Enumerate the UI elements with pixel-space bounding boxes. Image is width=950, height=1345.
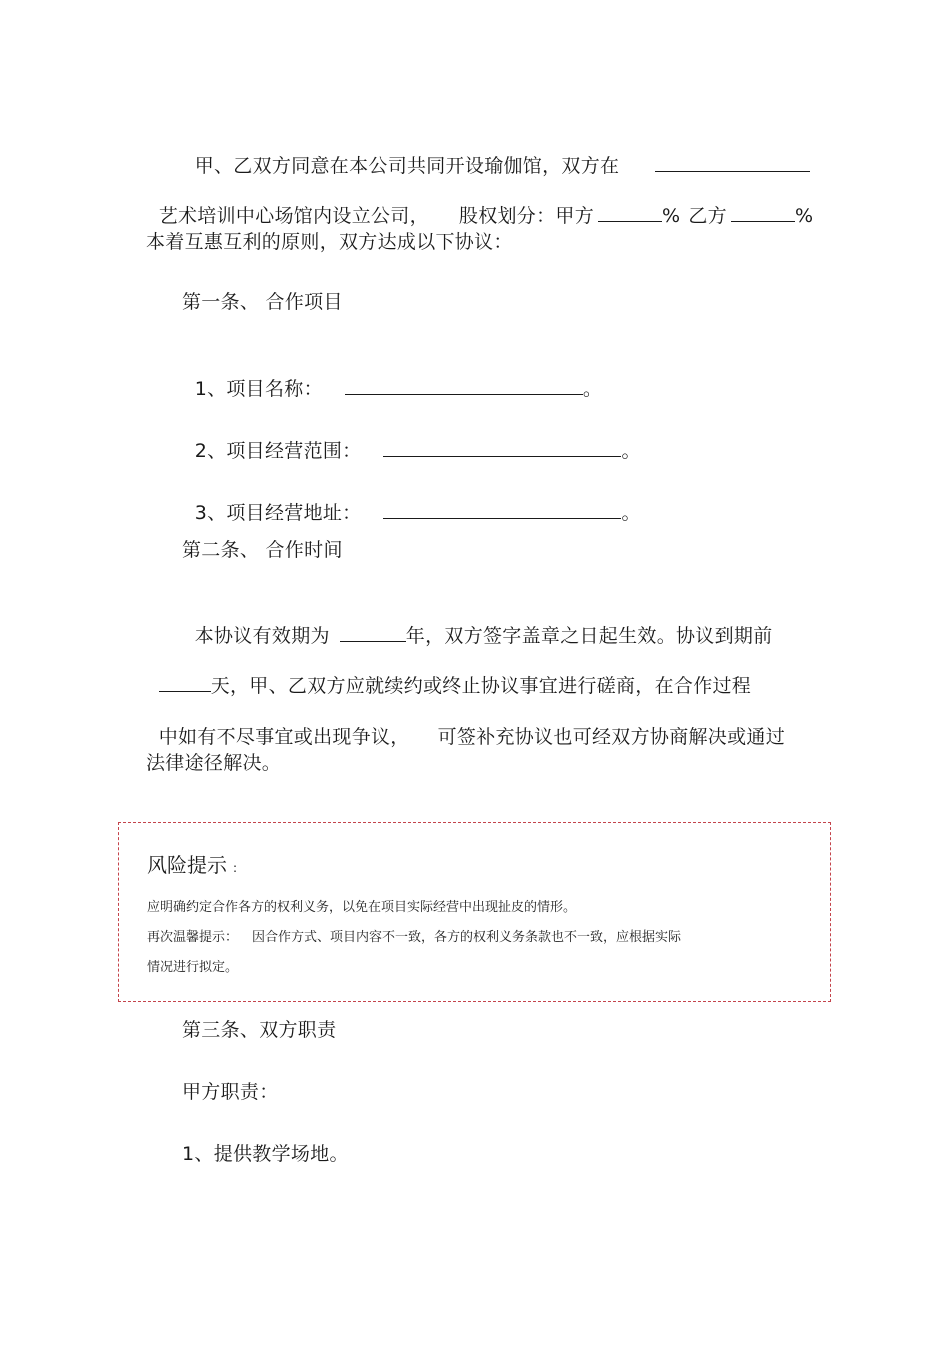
party-b-share-blank[interactable]: [731, 204, 795, 222]
term-text-cont: 年，双方签字盖章之日起生效。协议到期前: [405, 625, 773, 647]
party-b-label: 乙方: [688, 205, 727, 227]
dispute-text-cont: 可签补充协议也可经双方协商解决或通过: [437, 726, 785, 748]
project-scope-blank[interactable]: [383, 439, 621, 457]
period: 。: [621, 502, 641, 524]
period: 。: [621, 440, 641, 462]
party-a-duties-heading: 甲方职责：: [182, 1081, 279, 1103]
intro-line-1: [182, 130, 810, 178]
project-name-label: 1、项目名称：: [194, 378, 323, 400]
party-a-duty-1: 1、提供教学场地。: [182, 1143, 349, 1165]
risk-title-colon: :: [233, 861, 238, 875]
notice-days-blank[interactable]: [159, 674, 211, 692]
term-years-blank[interactable]: [340, 624, 406, 642]
article-3-heading: 第三条、双方职责: [182, 1019, 337, 1041]
reminder-text: 因合作方式、项目内容不一致，各方的权利义务条款也不一致，应根据实际: [252, 930, 682, 945]
term-line-4: 法律途径解决。: [146, 752, 282, 774]
term-line-3: [146, 701, 785, 749]
intro-text: 甲、乙双方同意在本公司共同开设瑜伽馆，双方在: [194, 155, 620, 177]
percent-sign-a: %: [662, 205, 681, 227]
risk-title-text: 风险提示: [147, 853, 227, 877]
project-address-blank[interactable]: [383, 501, 621, 519]
term-line-2: [146, 650, 751, 698]
term-line-1: [182, 600, 773, 648]
project-scope-label: 2、项目经营范围：: [194, 440, 362, 462]
dispute-text: 中如有不尽事宜或出现争议，: [158, 726, 410, 748]
intro-line-3: 本着互惠互利的原则，双方达成以下协议：: [146, 231, 513, 253]
article-1-heading: 第一条、 合作项目: [182, 291, 343, 313]
risk-notice-box: [118, 822, 831, 1002]
venue-name-blank[interactable]: [655, 154, 810, 172]
renewal-text: 天，甲、乙双方应就续约或终止协议事宜进行磋商，在合作过程: [210, 675, 752, 697]
equity-label: 股权划分：甲方: [458, 205, 594, 227]
reminder-label: 再次温馨提示：: [147, 930, 239, 945]
risk-notice-line-3: 情况进行拟定。: [147, 960, 239, 975]
project-name-row: [182, 353, 602, 401]
project-address-row: [182, 477, 641, 525]
party-a-share-blank[interactable]: [598, 204, 662, 222]
project-address-label: 3、项目经营地址：: [194, 502, 362, 524]
intro-line-2: [146, 180, 813, 228]
project-name-blank[interactable]: [345, 377, 583, 395]
percent-sign-b: %: [794, 205, 814, 227]
venue-text: 艺术培训中心场馆内设立公司，: [158, 205, 429, 227]
period: 。: [582, 378, 603, 400]
risk-notice-title: [147, 849, 237, 878]
article-2-heading: 第二条、 合作时间: [182, 539, 343, 561]
risk-notice-line-1: 应明确约定合作各方的权利义务，以免在项目实际经营中出现扯皮的情形。: [147, 900, 577, 915]
project-scope-row: [182, 415, 641, 463]
risk-notice-line-2: [147, 929, 681, 947]
term-text: 本协议有效期为: [194, 625, 330, 647]
